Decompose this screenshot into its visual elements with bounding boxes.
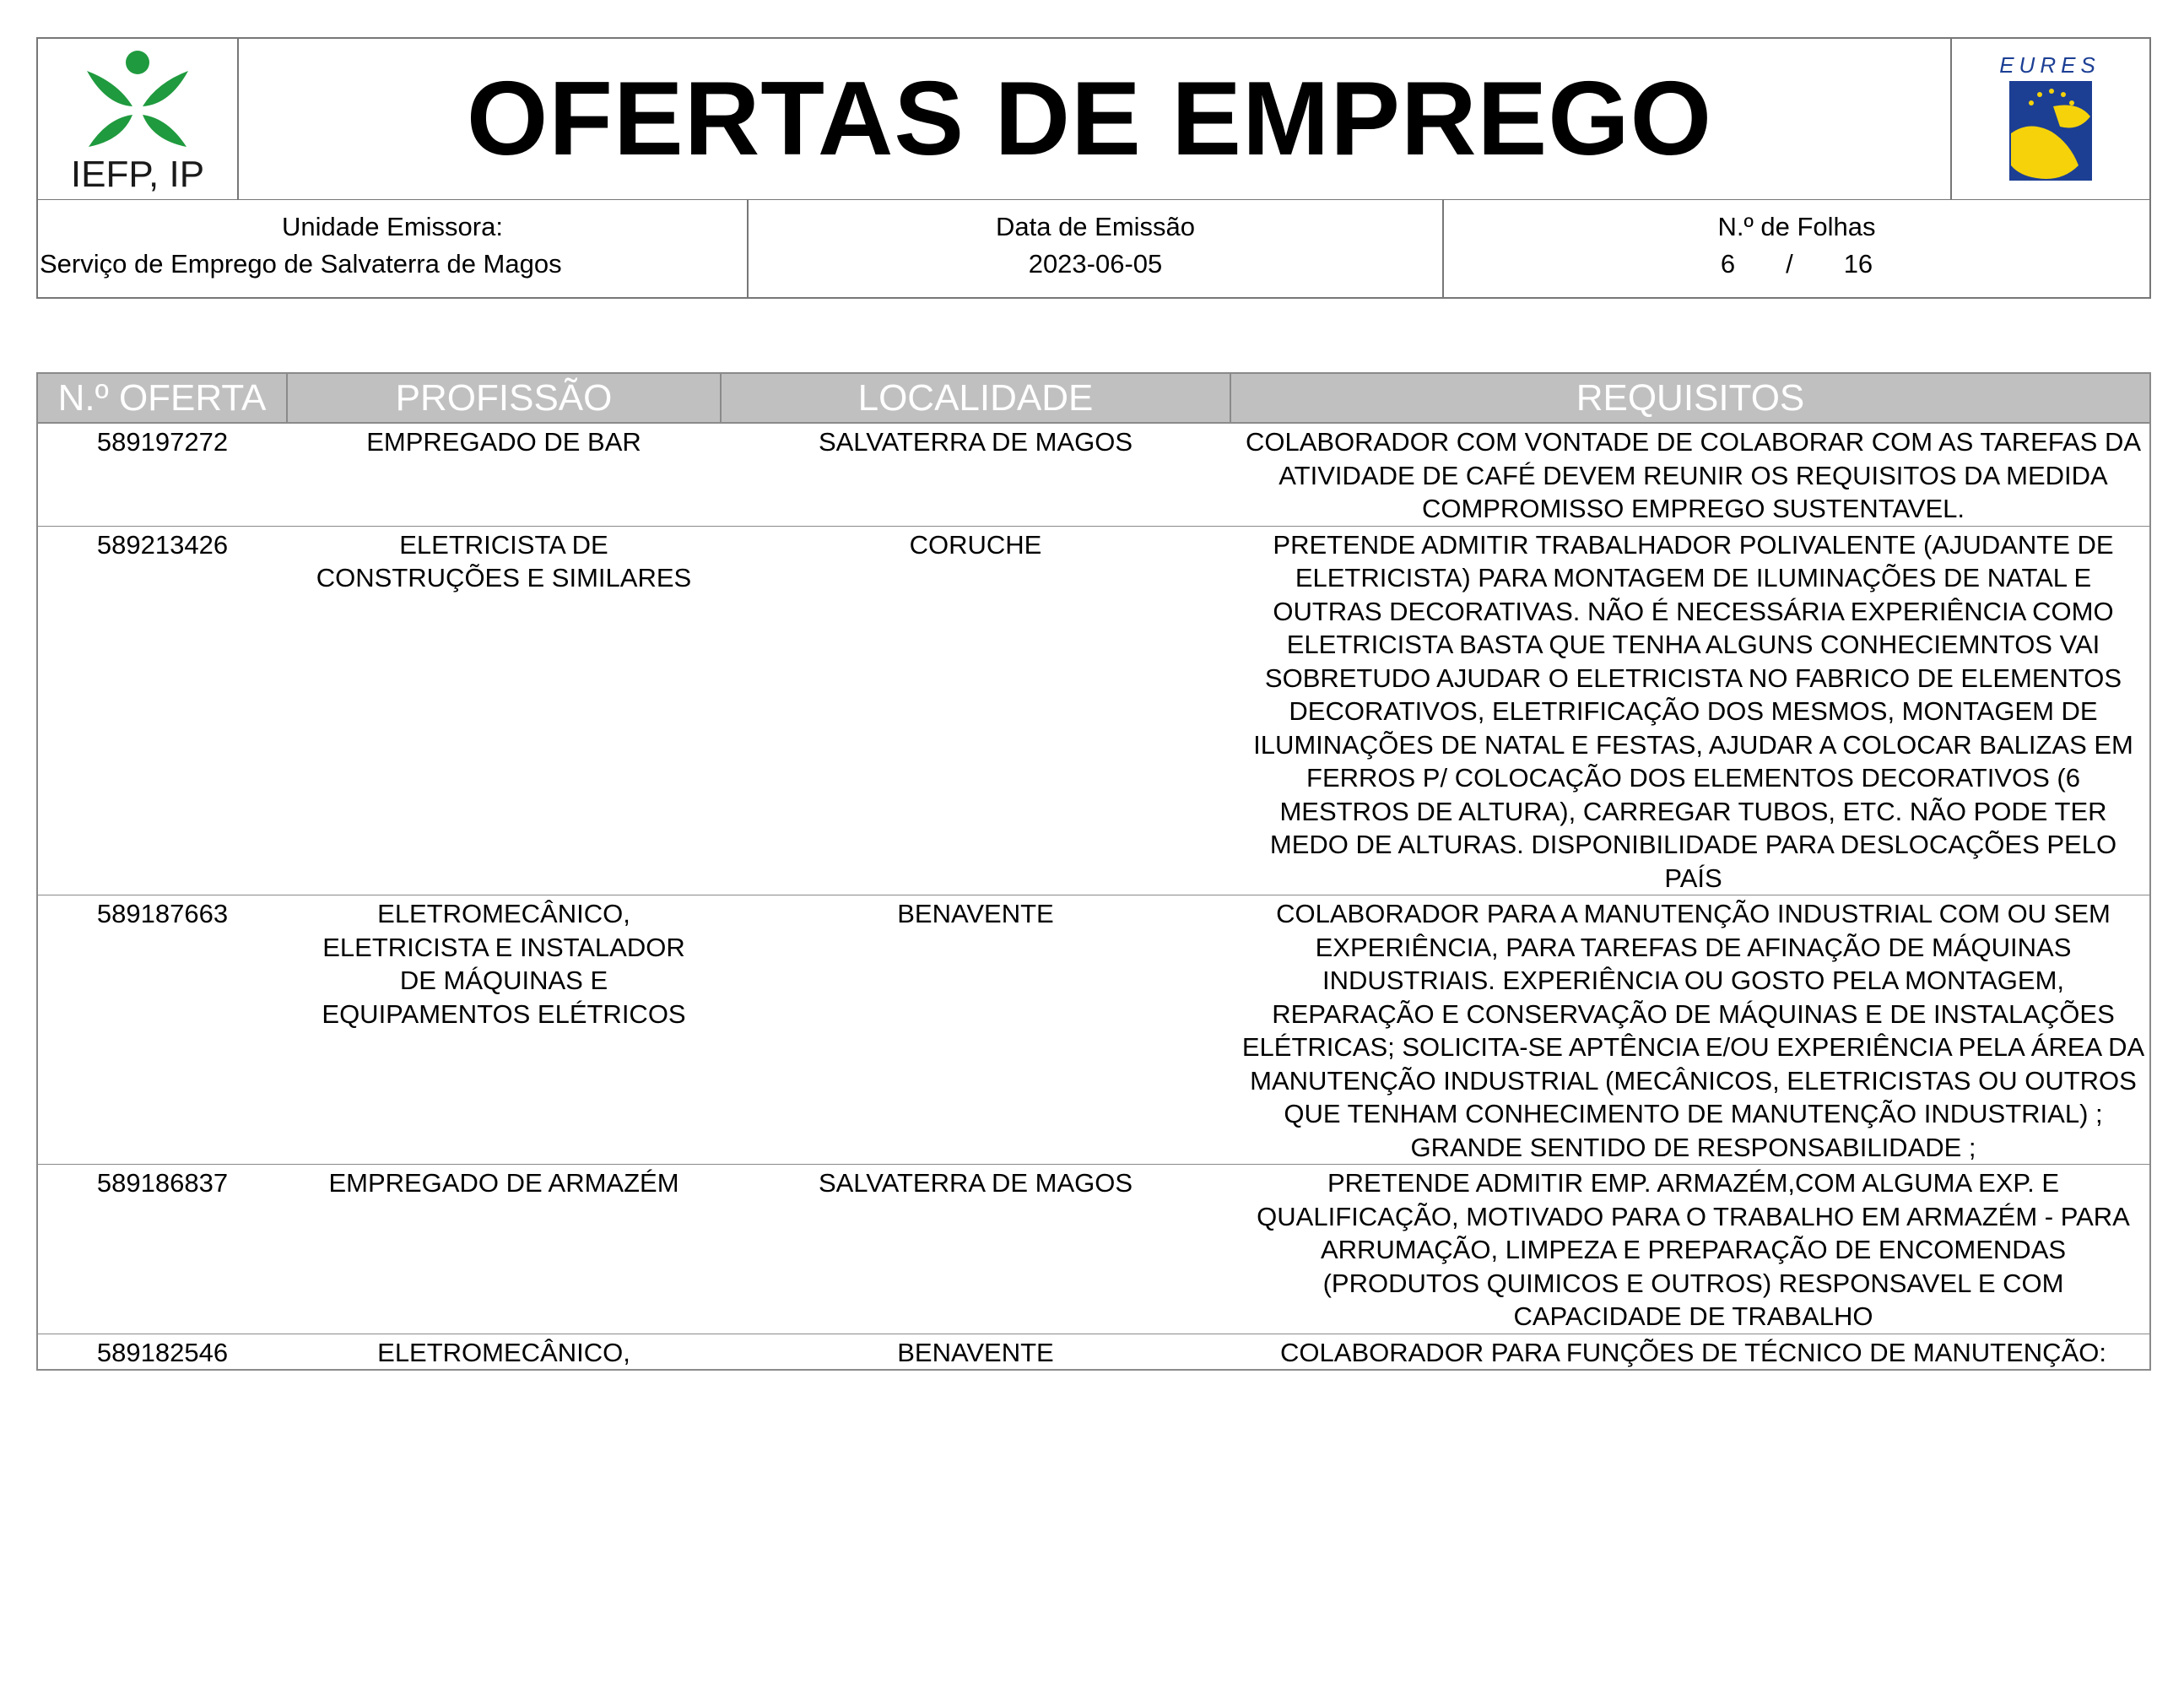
requirements-text: COLABORADOR PARA FUNÇÕES DE TÉCNICO DE MANUTENÇÃO: <box>1280 1337 2106 1367</box>
profession-text: EMPREGADO DE BAR <box>366 427 641 457</box>
requirements-text: COLABORADOR PARA A MANUTENÇÃO INDUSTRIAL COM OU SEM EXPERIÊNCIA, PARA TAREFAS DE AFINAÇÃO DE MÁQUINAS INDUSTRIAIS. EXPERIÊNCIA OU GOSTO PELA MONTAGEM, REPARAÇÃO E CONSERVAÇÃO DE MÁQUINAS E DE INSTALAÇÕES ELÉTRICAS; SOLICITA-SE APTÊNCIA E/OU EXPERIÊNCIA PELA ÁREA DA MANUTENÇÃO INDUSTRIAL (MECÂNICOS, ELETRICISTAS OU OUTROS QUE TENHAM CONHECIMENTO DE MANUTENÇÃO INDUSTRIAL) ; GRANDE SENTIDO DE RESPONSABILIDADE ; <box>1241 899 2145 1162</box>
table-row <box>37 1165 2150 1334</box>
offer-number: 589187663 <box>37 895 287 1165</box>
eures-logo-cell <box>1950 39 2149 199</box>
profession <box>287 1165 721 1334</box>
requirements-text: PRETENDE ADMITIR TRABALHADOR POLIVALENTE (AJUDANTE DE ELETRICISTA) PARA MONTAGEM DE ILUMINAÇÕES DE NATAL E OUTRAS DECORATIVAS. NÃO É NECESSÁRIA EXPERIÊNCIA COMO ELETRICISTA BASTA QUE TENHA ALGUNS CONHECIEMNTOS VAI SOBRETUDO AJUDAR O ELETRICISTA NO FABRICO DE ELEMENTOS DECORATIVOS, ELETRIFICAÇÃO DOS MESMOS, MONTAGEM DE ILUMINAÇÕES DE NATAL E FESTAS, AJUDAR A COLOCAR BALIZAS EM FERROS P/ COLOCAÇÃO DOS ELEMENTOS DECORATIVOS (6 MESTROS DE ALTURA), CARREGAR TUBOS, ETC. NÃO PODE TER MEDO DE ALTURAS. DISPONIBILIDADE PARA DESLOCAÇÕES PELO PAÍS <box>1253 529 2133 893</box>
issue-date-value: 2023-06-05 <box>1028 249 1163 279</box>
location: CORUCHE <box>721 526 1230 895</box>
location: BENAVENTE <box>721 895 1230 1165</box>
issuing-unit-value: Serviço de Emprego de Salvaterra de Magos <box>40 249 562 279</box>
profession-text: EMPREGADO DE ARMAZÉM <box>328 1168 679 1198</box>
location: BENAVENTE <box>721 1334 1230 1370</box>
requirements <box>1230 895 2150 1165</box>
profession <box>287 526 721 895</box>
requirements <box>1230 526 2150 895</box>
profession-text: ELETROMECÂNICO, ELETRICISTA E INSTALADOR DE MÁQUINAS E EQUIPAMENTOS ELÉTRICOS <box>322 899 686 1029</box>
requirements-text: PRETENDE ADMITIR EMP. ARMAZÉM,COM ALGUMA EXP. E QUALIFICAÇÃO, MOTIVADO PARA O TRABALHO EM ARMAZÉM - PARA ARRUMAÇÃO, LIMPEZA E PREPARAÇÃO DE ENCOMENDAS (PRODUTOS QUIMICOS E OUTROS) RESPONSAVEL E COM CAPACIDADE DE TRABALHO <box>1257 1168 2130 1331</box>
offer-number: 589186837 <box>37 1165 287 1334</box>
table-row <box>37 526 2150 895</box>
offer-number: 589182546 <box>37 1334 287 1370</box>
profession <box>287 1334 721 1370</box>
table-row <box>37 895 2150 1165</box>
profession-text: ELETROMECÂNICO, <box>377 1337 630 1367</box>
profession <box>287 423 721 526</box>
requirements-text: COLABORADOR COM VONTADE DE COLABORAR COM AS TAREFAS DA ATIVIDADE DE CAFÉ DEVEM REUNIR OS REQUISITOS DA MEDIDA COMPROMISSO EMPREGO SUSTENTAVEL. <box>1245 427 2142 523</box>
sheet-count <box>1444 200 2149 297</box>
issuing-unit <box>38 200 749 297</box>
table-row <box>37 1334 2150 1370</box>
job-offers-table <box>36 372 2151 1371</box>
sheet-current: 6 <box>1720 249 1736 279</box>
iefp-logo-cell <box>38 39 239 199</box>
sheet-total: 16 <box>1843 249 1873 279</box>
svg-text:IEFP, IP: IEFP, IP <box>70 154 205 195</box>
requirements <box>1230 423 2150 526</box>
offer-number: 589213426 <box>37 526 287 895</box>
issue-date <box>749 200 1444 297</box>
issuing-unit-label: Unidade Emissora: <box>282 212 503 241</box>
table-row <box>37 423 2150 526</box>
requirements <box>1230 1334 2150 1370</box>
location: SALVATERRA DE MAGOS <box>721 1165 1230 1334</box>
sheet-separator: / <box>1786 249 1793 279</box>
header-offer-number: N.º OFERTA <box>37 373 287 423</box>
header-title-row <box>36 37 2151 200</box>
table-header-row <box>37 373 2150 423</box>
profession-text: ELETRICISTA DE CONSTRUÇÕES E SIMILARES <box>316 529 692 592</box>
profession <box>287 895 721 1165</box>
requirements <box>1230 1165 2150 1334</box>
issue-date-label: Data de Emissão <box>995 212 1196 241</box>
header-info-row <box>36 199 2151 299</box>
offer-number: 589197272 <box>37 423 287 526</box>
location: SALVATERRA DE MAGOS <box>721 423 1230 526</box>
title-cell <box>239 39 1940 199</box>
eures-logo <box>1952 39 2149 199</box>
document-header <box>36 37 2149 298</box>
header-profession: PROFISSÃO <box>287 373 721 423</box>
page-title: OFERTAS DE EMPREGO <box>466 61 1713 177</box>
header-location: LOCALIDADE <box>721 373 1230 423</box>
header-requirements: REQUISITOS <box>1230 373 2150 423</box>
iefp-logo <box>38 39 237 199</box>
sheet-count-label: N.º de Folhas <box>1717 212 1876 241</box>
svg-text:EURES: EURES <box>1999 52 2100 78</box>
sheet-count-value <box>1444 249 2149 279</box>
